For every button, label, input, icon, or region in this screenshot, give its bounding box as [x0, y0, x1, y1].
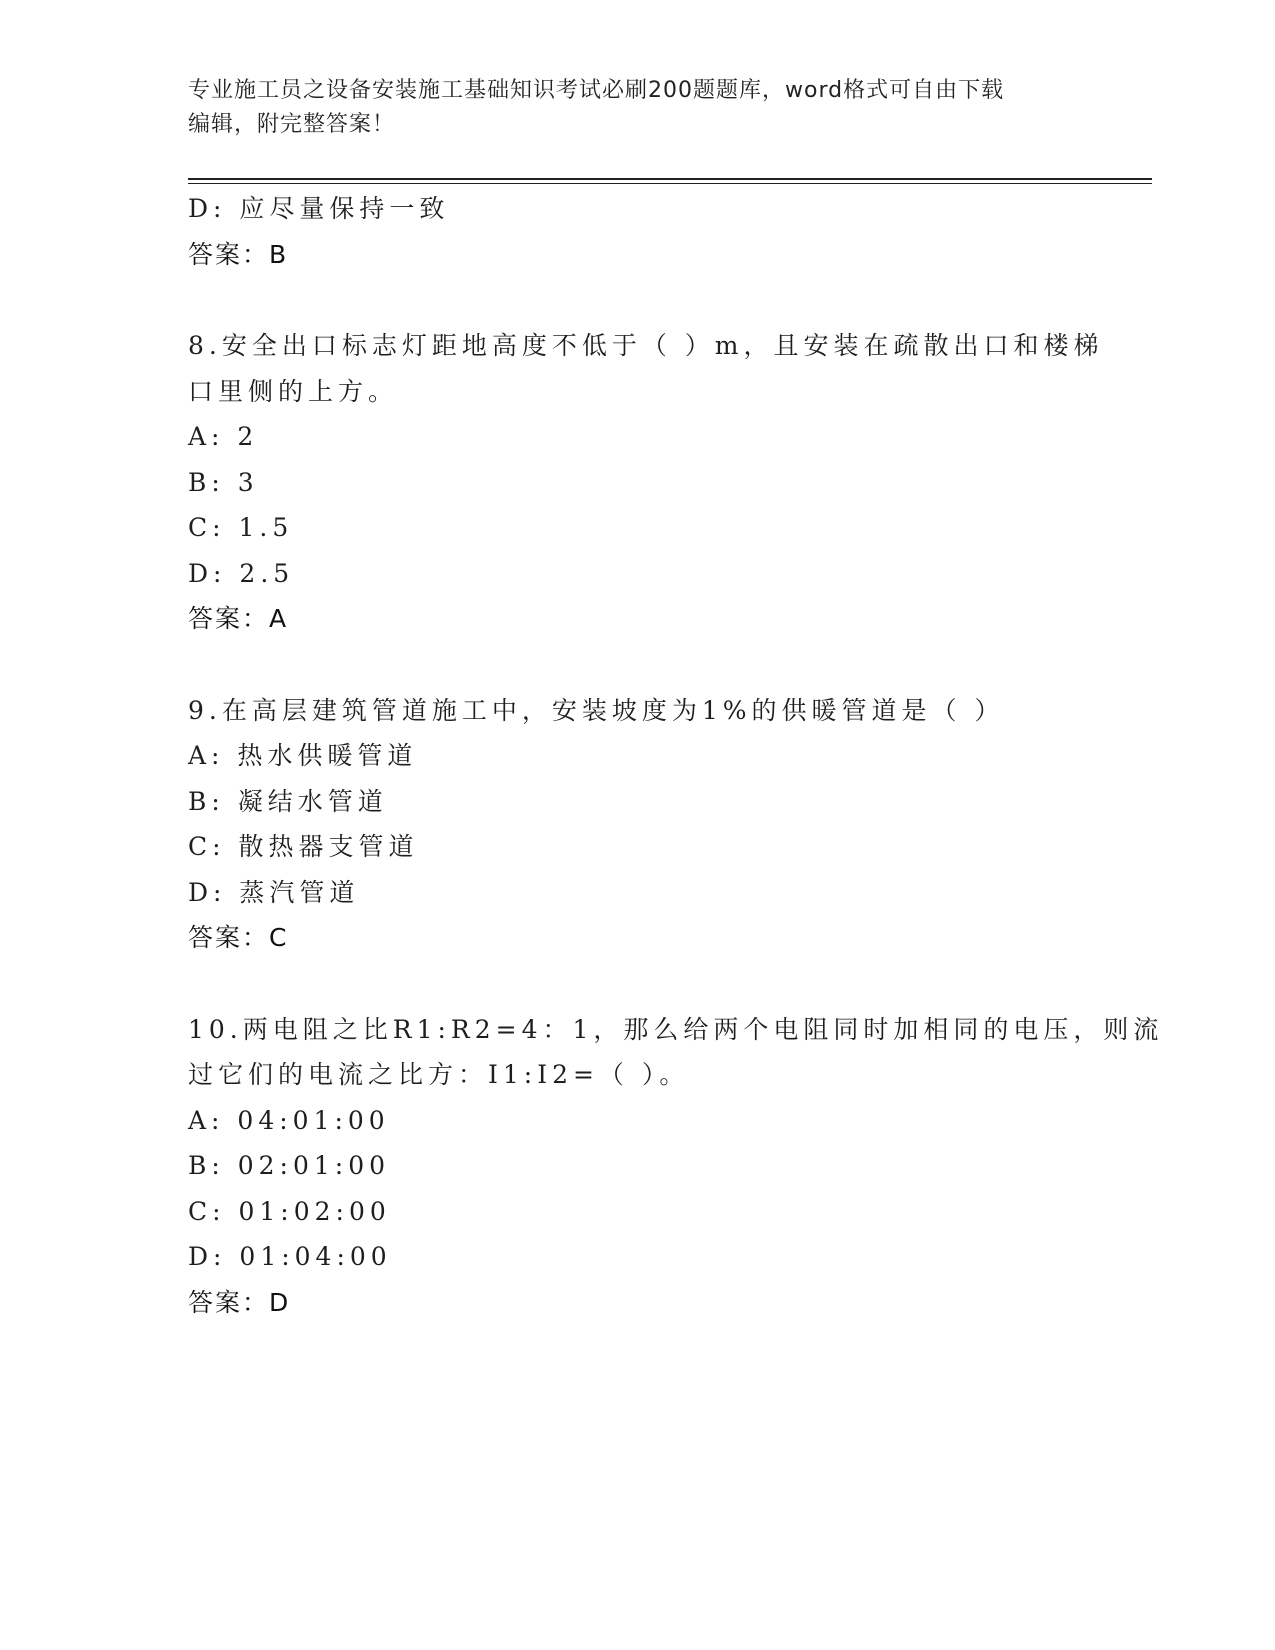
option-b: B: 3 [188, 467, 259, 497]
question-8 [188, 323, 1104, 642]
question-9 [188, 688, 1088, 961]
answer-line: 答案：C [188, 923, 289, 952]
answer-line: 答案：D [188, 1287, 291, 1317]
document-header [188, 74, 1068, 142]
option-c: C: 1.5 [188, 513, 294, 542]
option-d: D: 01:04:00 [188, 1242, 392, 1271]
question-stem-line-1: 10.两电阻之比R1:R2=4：1，那么给两个电阻同时加相同的电压，则流 [188, 1014, 1164, 1044]
questions-content [188, 186, 1164, 1325]
option-c: C: 01:02:00 [188, 1196, 391, 1226]
question-gap [188, 277, 1088, 323]
header-line-1: 专业施工员之设备安装施工基础知识考试必刷200题题库，word格式可自由下载 [188, 78, 1005, 103]
question-stem-line-1: 8.安全出口标志灯距地高度不低于（ ）m，且安装在疏散出口和楼梯 [188, 331, 1104, 360]
answer-line: 答案：A [188, 604, 289, 633]
header-line-2: 编辑，附完整答案！ [188, 112, 396, 137]
answer-line: 答案：B [188, 239, 289, 269]
previous-question-tail [188, 186, 1088, 277]
option-d: D: 应尽量保持一致 [188, 194, 450, 223]
option-d: D: 2.5 [188, 558, 295, 588]
option-d: D: 蒸汽管道 [188, 877, 360, 907]
option-a: A: 04:01:00 [188, 1105, 390, 1135]
question-gap [188, 642, 1088, 688]
option-c: C: 散热器支管道 [188, 832, 419, 861]
question-stem-line-2: 过它们的电流之比方：I1:I2=（ ）。 [188, 1060, 690, 1089]
option-b: B: 凝结水管道 [188, 786, 388, 816]
question-10 [188, 1007, 1164, 1326]
option-a: A: 2 [188, 422, 259, 451]
option-a: A: 热水供暖管道 [188, 741, 418, 770]
header-rule-thin [188, 183, 1152, 184]
question-gap [188, 961, 1088, 1007]
option-b: B: 02:01:00 [188, 1151, 391, 1180]
header-rule-thick [188, 178, 1152, 180]
question-stem-line-2: 口里侧的上方。 [188, 376, 399, 406]
question-stem-line-1: 9.在高层建筑管道施工中，安装坡度为1%的供暖管道是（ ） [188, 695, 1005, 725]
